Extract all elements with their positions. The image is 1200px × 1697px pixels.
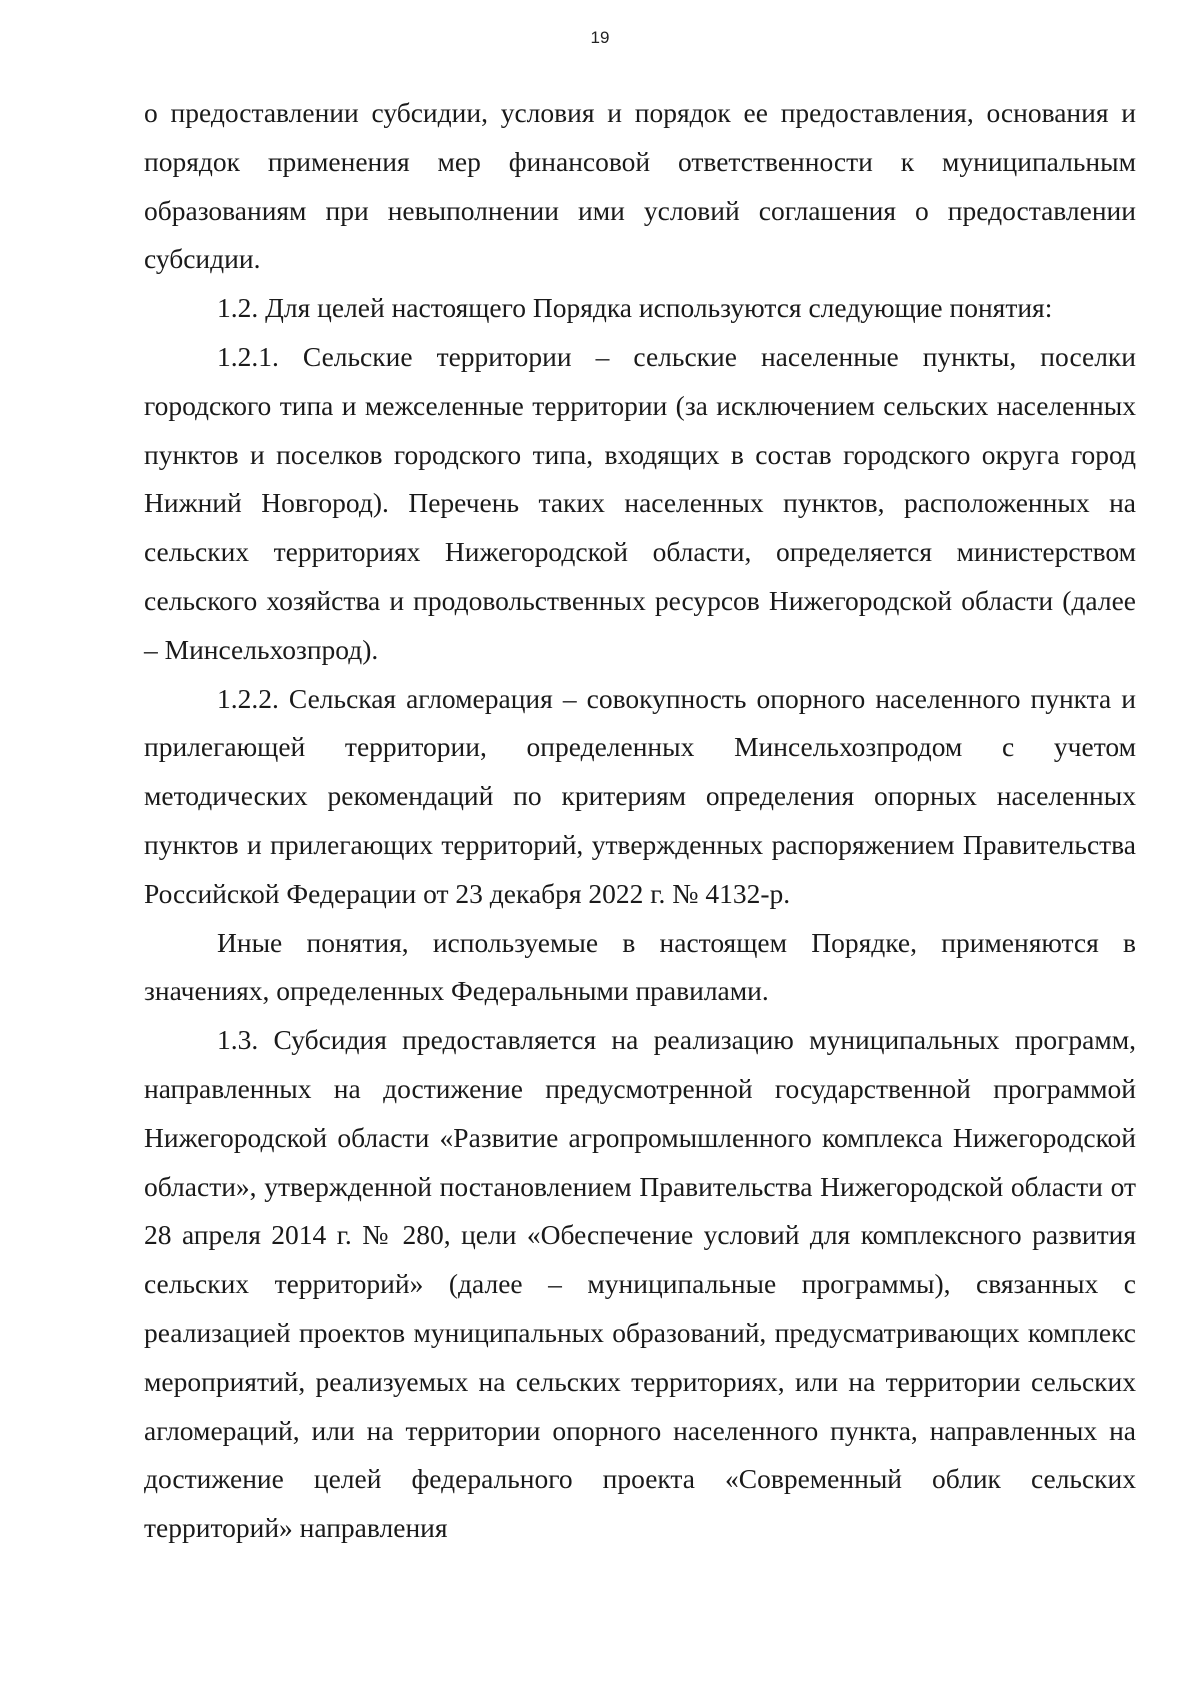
paragraph-continuation: о предоставлении субсидии, условия и порядок ее предоставления, основания и порядок применения мер финансовой ответственности к муниципальным образованиям при невыполнении ими условий соглашения о предоставлении субсидии. bbox=[144, 97, 1136, 275]
paragraph-1-2: 1.2. Для целей настоящего Порядка используются следующие понятия: bbox=[217, 292, 1053, 324]
paragraph-1-3: 1.3. Субсидия предоставляется на реализацию муниципальных программ, направленных на достижение предусмотренной государственной программой Нижегородской области «Развитие агропромышленного комплекса Нижегородской области», утвержденной постановлением Правительства Нижегородской области от 28 апреля 2014 г. № 280, цели «Обеспечение условий для комплексного развития сельских территорий» (далее – муниципальные программы), связанных с реализацией проектов муниципальных образований, предусматривающих комплекс мероприятий, реализуемых на сельских территориях, или на территории сельских агломераций, или на территории опорного населенного пункта, направленных на достижение целей федерального проекта «Современный облик сельских территорий» направления bbox=[144, 1024, 1136, 1544]
paragraph-1-2-2: 1.2.2. Сельская агломерация – совокупность опорного населенного пункта и прилегающей территории, определенных Минсельхозпродом с учетом методических рекомендаций по критериям определения опорных населенных пунктов и прилегающих территорий, утвержденных распоряжением Правительства Российской Федерации от 23 декабря 2022 г. № 4132-р. bbox=[144, 682, 1136, 909]
paragraph-1-2-1: 1.2.1. Сельские территории – сельские населенные пункты, поселки городского типа и межселенные территории (за исключением сельских населенных пунктов и поселков городского типа, входящих в состав городского округа город Нижний Новгород). Перечень таких населенных пунктов, расположенных на сельских территориях Нижегородской области, определяется министерством сельского хозяйства и продовольственных ресурсов Нижегородской области (далее – Минсельхозпрод). bbox=[144, 340, 1136, 665]
document-body bbox=[144, 89, 1136, 1553]
page-number: 19 bbox=[590, 28, 610, 47]
paragraph-other-terms: Иные понятия, используемые в настоящем Порядке, применяются в значениях, определенных Федеральными правилами. bbox=[144, 926, 1136, 1007]
